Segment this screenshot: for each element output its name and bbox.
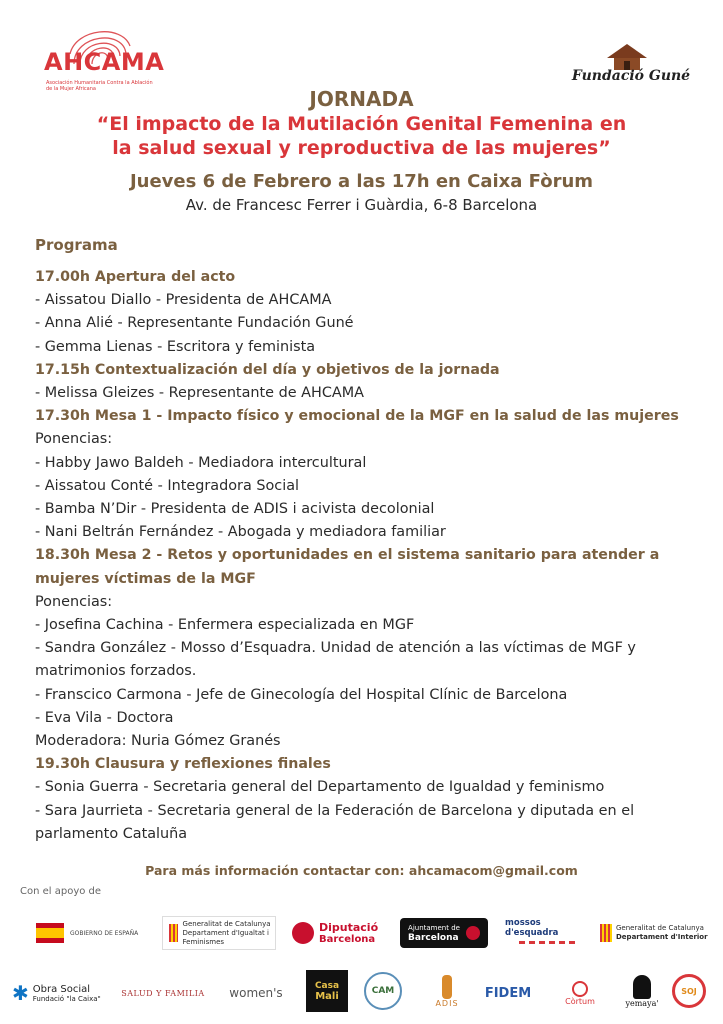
program-item: - Franscico Carmona - Jefe de Ginecología del Hospital Clínic de Barcelona: [35, 686, 568, 703]
program-item: - Nani Beltrán Fernández - Abogada y mediadora familiar: [35, 524, 446, 541]
program-item: - Aissatou Diallo - Presidenta de AHCAMA: [35, 292, 332, 309]
casa-mali-logo: Casa Mali: [306, 970, 348, 1012]
adis-logo: ADIS: [424, 970, 470, 1012]
womens-logo: women's: [229, 986, 283, 1000]
program-section-title: 17.15h Contextualización del día y objetivos de la jornada: [35, 361, 500, 378]
star-icon: ✱: [12, 981, 29, 1005]
program-section: [35, 234, 705, 846]
program-heading: Programa: [35, 236, 118, 254]
program-item: - Bamba N’Dir - Presidenta de ADIS i acivista decolonial: [35, 501, 435, 518]
program-item: - Melissa Gleizes - Representante de AHCAMA: [35, 385, 364, 402]
event-title-line-2: la salud sexual y reproductiva de las mujeres”: [112, 137, 611, 159]
program-item: - Eva Vila - Doctora: [35, 709, 174, 726]
event-title-line-1: “El impacto de la Mutilación Genital Femenina en: [96, 113, 627, 135]
support-label: Con el apoyo de: [20, 886, 102, 897]
yemaya-logo: yemaya': [620, 970, 664, 1012]
program-item: - Sandra González - Mosso d’Esquadra. Unidad de atención a las víctimas de MGF y: [35, 640, 636, 657]
program-item: parlamento Cataluña: [35, 825, 188, 842]
obra-social-la-caixa-logo: ✱ Obra Social Fundació "la Caixa": [12, 981, 101, 1005]
program-section-title: 17.00h Apertura del acto: [35, 269, 236, 285]
program-item: - Sara Jaurrieta - Secretaria general de la Federación de Barcelona y diputada en el: [35, 802, 635, 819]
cam-logo: CAM: [364, 972, 402, 1010]
soj-logo: SOJ: [672, 974, 706, 1008]
spain-flag-icon: [36, 923, 64, 943]
event-date-place: Jueves 6 de Febrero a las 17h en Caixa Fòrum: [129, 171, 594, 192]
program-item: Ponencias:: [35, 431, 113, 448]
adis-figure-icon: [442, 975, 452, 999]
mossos-stripe-icon: [519, 941, 579, 944]
yemaya-figure-icon: [633, 975, 651, 999]
ahcama-subtitle: Asociación Humanitaria Contra la Ablación de la Mujer Africana: [46, 80, 153, 92]
program-item: - Habby Jawo Baldeh - Mediadora intercultural: [35, 454, 367, 471]
program-item: matrimonios forzados.: [35, 663, 197, 680]
event-type: JORNADA: [309, 87, 414, 111]
gencat-igualtat-logo: Generalitat de Catalunya Departament d'Igualtat i Feminismes: [162, 916, 276, 950]
program-section-title: 17.30h Mesa 1 - Impacto físico y emocional de la MGF en la salud de las mujeres: [35, 408, 679, 425]
cortum-circle-icon: [572, 981, 588, 997]
program-section-title: mujeres víctimas de la MGF: [35, 570, 256, 587]
ajuntament-barcelona-logo: Ajuntament de Barcelona: [400, 918, 488, 948]
diputacio-barcelona-logo: Diputació Barcelona: [292, 916, 384, 950]
gobierno-espana-logo: GOBIERNO DE ESPAÑA: [36, 918, 140, 948]
ajuntament-emblem-icon: [466, 926, 480, 940]
event-address: Av. de Francesc Ferrer i Guàrdia, 6-8 Barcelona: [185, 196, 538, 214]
program-item: - Josefina Cachina - Enfermera especializada en MGF: [35, 617, 415, 634]
diputacio-emblem-icon: [292, 922, 314, 944]
program-item: Moderadora: Nuria Gómez Granés: [35, 733, 281, 750]
program-lines: [35, 266, 705, 846]
program-item: - Gemma Lienas - Escritora y feminista: [35, 338, 316, 355]
event-header: [0, 86, 723, 216]
program-item: - Sonia Guerra - Secretaria general del Departamento de Igualdad y feminismo: [35, 779, 605, 796]
salud-familia-logo: SALUD Y FAMILIA: [121, 988, 205, 998]
fidem-logo: FIDEM: [484, 985, 532, 1001]
program-item: - Anna Alié - Representante Fundación Guné: [35, 315, 354, 332]
program-section-title: 19.30h Clausura y reflexiones finales: [35, 756, 331, 773]
gencat-interior-logo: Generalitat de Catalunya Departament d'Interior: [600, 918, 710, 948]
program-section-title: 18.30h Mesa 2 - Retos y oportunidades en el sistema sanitario para atender a: [35, 547, 660, 564]
senyera-icon-2: [600, 924, 612, 942]
gune-name: Fundació Guné: [571, 68, 691, 84]
cortum-logo: Còrtum: [552, 976, 608, 1010]
ahcama-name: AHCAMA: [44, 48, 165, 76]
program-item: - Aissatou Conté - Integradora Social: [35, 477, 300, 494]
program-item: Ponencias:: [35, 593, 113, 610]
contact-info: Para más información contactar con: ahcamacom@gmail.com: [145, 863, 578, 878]
mossos-logo: mossos d'esquadra: [505, 918, 593, 944]
senyera-icon: [169, 924, 178, 942]
